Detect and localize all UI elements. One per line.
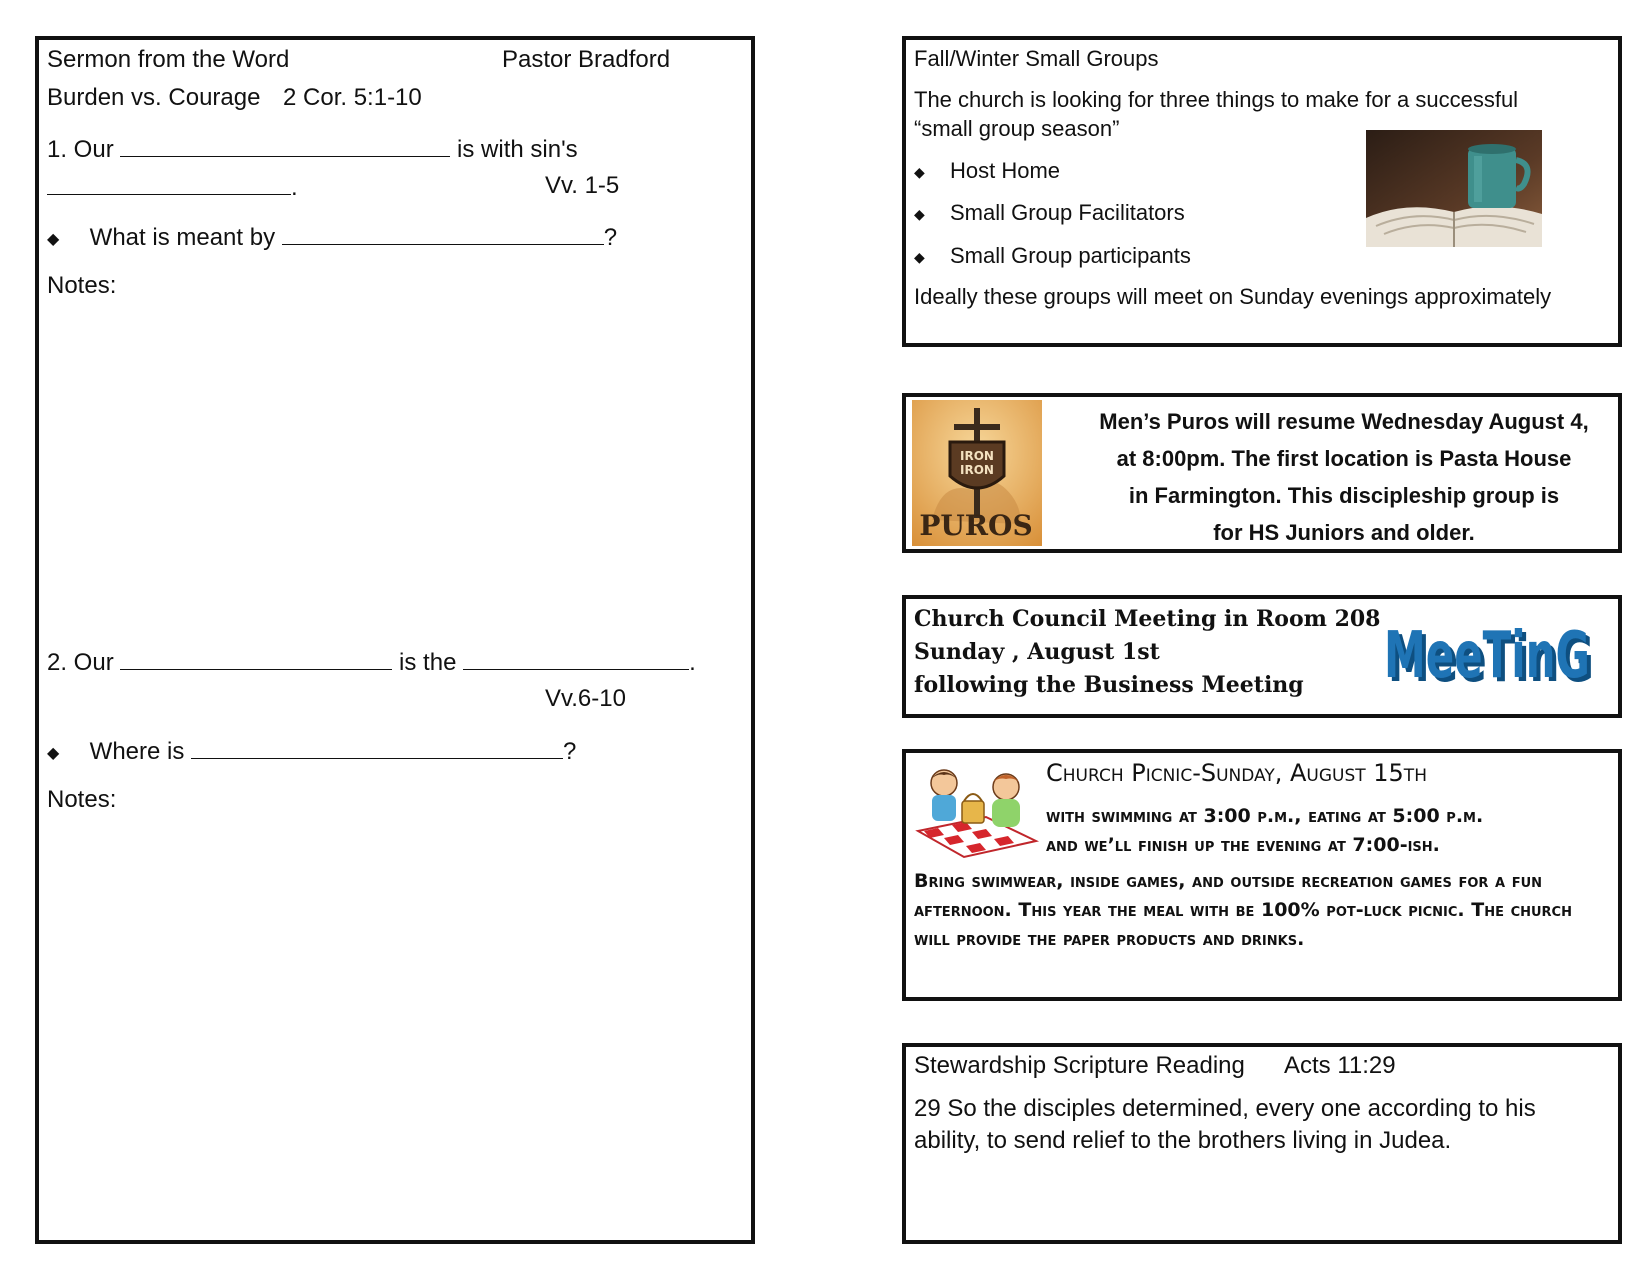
council-line-2: Sunday , August 1st — [914, 639, 1160, 665]
bullet-1-prefix: What is meant by — [89, 224, 276, 251]
point-1-verses: Vv. 1-5 — [545, 172, 620, 199]
picnic-title: Church Picnic-Sunday, August 15th — [1046, 759, 1427, 787]
council-line-1: Church Council Meeting in Room 208 — [914, 606, 1381, 632]
notes-label-2: Notes: — [47, 786, 117, 813]
bullet-2-prefix: Where is — [89, 738, 185, 765]
iron-sharpens-iron-logo — [912, 400, 1042, 546]
picnic-kids-clipart — [914, 761, 1040, 859]
picnic-line-2: and we’ll finish up the evening at 7:00-ish. — [1046, 834, 1440, 856]
stewardship-title: Stewardship Scripture Reading — [914, 1052, 1245, 1079]
small-groups-title: Fall/Winter Small Groups — [914, 46, 1159, 71]
bullet-1 — [47, 222, 617, 252]
point-1-blank-a — [120, 134, 450, 157]
meeting-word-shadow: MeeTinG — [1388, 623, 1594, 697]
meeting-word-art — [1382, 613, 1602, 697]
point-1-line-2 — [47, 172, 298, 202]
sermon-title: Burden vs. Courage — [47, 84, 261, 111]
bullet-diamond-icon: ◆ — [914, 163, 925, 180]
bible-and-mug-photo — [1366, 130, 1542, 247]
bullet-diamond-icon: ◆ — [914, 248, 925, 265]
point-1-middle: is with sin's — [457, 136, 578, 163]
picnic-body: Bring swimwear, inside games, and outside recreation games for a fun afternoon. This year the meal with be 100% pot-luck picnic. The church will provide the paper products and drinks. — [914, 870, 1572, 950]
point-2-end: . — [689, 649, 696, 676]
point-2-prefix: 2. Our — [47, 649, 114, 676]
bullet-2-end: ? — [563, 738, 577, 765]
council-line-3: following the Business Meeting — [914, 672, 1304, 698]
bullet-1-blank — [282, 222, 604, 245]
bullet-2-blank — [191, 736, 563, 759]
point-1-prefix: 1. Our — [47, 136, 114, 163]
point-1-line — [47, 134, 578, 164]
puros-line-3: in Farmington. This discipleship group is — [1128, 483, 1560, 508]
list-item — [914, 243, 1191, 269]
bullet-diamond-icon: ◆ — [914, 205, 925, 222]
point-1-blank-b — [47, 172, 291, 195]
point-2-line — [47, 647, 696, 677]
picnic-line-1: with swimming at 3:00 p.m., eating at 5:00 p.m. — [1046, 805, 1484, 827]
small-groups-footer: Ideally these groups will meet on Sunday evenings approximately — [914, 284, 1552, 309]
logo-word: PUROS — [919, 509, 1033, 542]
bullet-diamond-icon: ◆ — [47, 230, 60, 248]
small-groups-panel — [902, 36, 1622, 347]
list-item — [914, 200, 1185, 226]
bullet-1-end: ? — [603, 224, 618, 251]
mens-puros-panel — [902, 393, 1622, 553]
pastor-name: Pastor Bradford — [502, 46, 671, 73]
logo-text-bottom: IRON — [960, 463, 994, 477]
stewardship-verse-2: ability, to send relief to the brothers living in Judea. — [914, 1127, 1452, 1154]
list-item-label: Host Home — [950, 158, 1061, 183]
church-picnic-panel — [902, 749, 1622, 1001]
logo-text-top: IRON — [960, 449, 994, 463]
puros-line-2: at 8:00pm. The first location is Pasta House — [1116, 446, 1572, 471]
list-item — [914, 158, 1060, 184]
sermon-heading: Sermon from the Word — [47, 46, 290, 73]
church-council-panel — [902, 595, 1622, 718]
point-2-blank-b — [463, 647, 689, 670]
small-groups-intro-1: The church is looking for three things to make for a successful — [914, 87, 1519, 112]
stewardship-reference: Acts 11:29 — [1284, 1052, 1396, 1079]
bullet-2 — [47, 736, 576, 766]
stewardship-verse-1: 29 So the disciples determined, every one according to his — [914, 1095, 1536, 1122]
small-groups-intro-2: “small group season” — [914, 116, 1120, 141]
sermon-notes-panel — [35, 36, 755, 1244]
notes-label-1: Notes: — [47, 272, 117, 299]
point-2-verses: Vv.6-10 — [545, 685, 626, 712]
stewardship-panel — [902, 1043, 1622, 1244]
puros-line-4: for HS Juniors and older. — [1213, 520, 1475, 545]
puros-announcement — [1074, 403, 1614, 551]
point-2-middle: is the — [399, 649, 457, 676]
bullet-diamond-icon: ◆ — [47, 744, 60, 762]
meeting-word: MeeTinG — [1384, 619, 1590, 693]
sermon-passage: 2 Cor. 5:1-10 — [283, 84, 422, 111]
point-1-end: . — [291, 174, 298, 201]
puros-line-1: Men’s Puros will resume Wednesday August 4, — [1099, 409, 1589, 434]
list-item-label: Small Group participants — [950, 243, 1191, 268]
point-2-blank-a — [120, 647, 392, 670]
list-item-label: Small Group Facilitators — [950, 200, 1185, 225]
